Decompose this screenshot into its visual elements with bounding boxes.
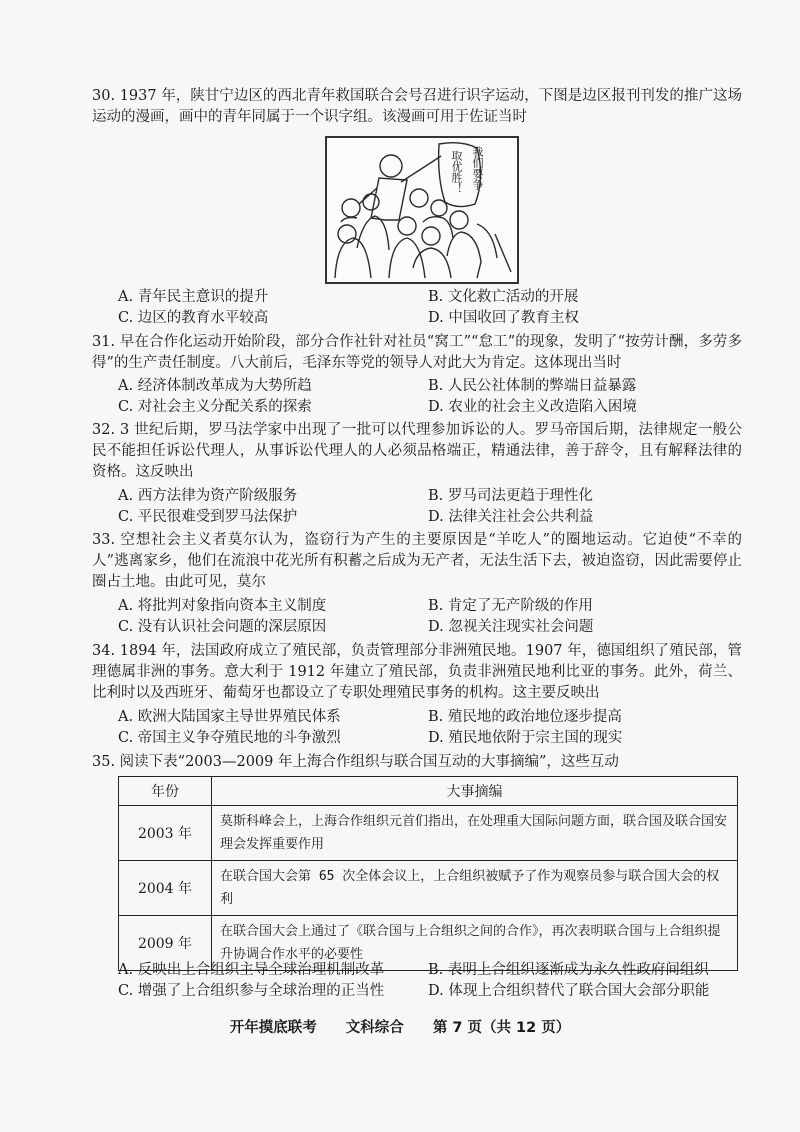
q33-option-a: A. 将批判对象指向资本主义制度	[118, 598, 327, 614]
q31-option-d: D. 农业的社会主义改造陷入困境	[428, 399, 637, 415]
question-30-stem: 30. 1937 年，陕甘宁边区的西北青年救国联合会号召进行识字运动，下图是边区报刊刊发的推广这场运动的漫画，画中的青年同属于一个识字组。该漫画可用于佐证当时	[92, 88, 742, 125]
q34-option-c: C. 帝国主义争夺殖民地的斗争激烈	[118, 730, 341, 746]
q30-option-b: B. 文化救亡活动的开展	[428, 289, 579, 305]
table-cell-year: 2004 年	[119, 861, 212, 916]
question-31-stem: 31. 早在合作化运动开始阶段，部分合作社针对社员“窝工”“怠工”的现象，发明了“按劳计酬，多劳多得”的生产责任制度。八大前后，毛泽东等党的领导人对此大为肯定。这体现出当时	[92, 334, 742, 371]
footer-page-number: 第 7 页（共 12 页）	[432, 1020, 571, 1036]
q32-option-a: A. 西方法律为资产阶级服务	[118, 488, 298, 504]
literacy-cartoon	[325, 136, 519, 284]
question-34-stem: 34. 1894 年，法国政府成立了殖民部，负责管理部分非洲殖民地。1907 年，德国组织了殖民部，管理德属非洲的事务。意大利于 1912 年建立了殖民部，负责非洲殖民地利比亚的事务。此外，荷兰、比利时以及西班牙、葡萄牙也都设立了专职处理殖民事务的机构。这主要反映出	[92, 643, 742, 701]
cartoon-caption-line1: 我们要争	[471, 146, 484, 190]
table-cell-event: 在联合国大会第 65 次全体会议上，上合组织被赋予了作为观察员参与联合国大会的权利	[212, 861, 738, 916]
q30-option-a: A. 青年民主意识的提升	[118, 289, 269, 305]
q35-option-b: B. 表明上合组织逐渐成为永久性政府间组织	[428, 962, 709, 978]
q33-option-d: D. 忽视关注现实社会问题	[428, 619, 594, 635]
question-30-options	[118, 287, 738, 329]
question-33-options	[118, 596, 738, 638]
table-header-year: 年份	[119, 777, 212, 806]
question-33-stem: 33. 空想社会主义者莫尔认为，盗窃行为产生的主要原因是“羊吃人”的圈地运动。它迫使“不幸的人”逃离家乡，他们在流浪中花光所有积蓄之后成为无产者，无法生活下去，被迫盗窃，因此需要停止圈占土地。由此可见，莫尔	[92, 532, 742, 590]
q35-option-a: A. 反映出上合组织主导全球治理机制改革	[118, 962, 385, 978]
q33-option-b: B. 肯定了无产阶级的作用	[428, 598, 593, 614]
question-34-options	[118, 707, 738, 749]
q32-option-c: C. 平民很难受到罗马法保护	[118, 509, 298, 525]
q34-option-d: D. 殖民地依附于宗主国的现实	[428, 730, 623, 746]
page-footer	[0, 1016, 800, 1037]
question-35-stem: 35. 阅读下表“2003—2009 年上海合作组织与联合国互动的大事摘编”，这些互动	[92, 754, 619, 770]
q30-option-c: C. 边区的教育水平较高	[118, 310, 269, 326]
question-32-stem: 32. 3 世纪后期，罗马法学家中出现了一批可以代理参加诉讼的人。罗马帝国后期，法律规定一般公民不能担任诉讼代理人，从事诉讼代理人的人必须品格端正，精通法律，善于辞令，且有解释法律的资格。这反映出	[92, 422, 742, 480]
q35-option-d: D. 体现上合组织替代了联合国大会部分职能	[428, 983, 710, 999]
table-cell-year: 2009 年	[119, 916, 212, 971]
table-cell-event: 莫斯科峰会上，上海合作组织元首们指出，在处理重大国际问题方面，联合国及联合国安理会发挥重要作用	[212, 806, 738, 861]
cartoon-caption-line2: 取优胜！	[450, 150, 463, 194]
footer-exam-name: 开年摸底联考	[229, 1020, 317, 1036]
question-35-options	[118, 960, 738, 1002]
footer-subject: 文科综合	[345, 1020, 404, 1036]
q31-option-a: A. 经济体制改革成为大势所趋	[118, 378, 312, 394]
table-header-row	[119, 777, 738, 806]
question-32-options	[118, 486, 738, 528]
table-cell-event: 在联合国大会上通过了《联合国与上合组织之间的合作》，再次表明联合国与上合组织提升协调合作水平的必要性	[212, 916, 738, 971]
q35-option-c: C. 增强了上合组织参与全球治理的正当性	[118, 983, 385, 999]
q32-option-b: B. 罗马司法更趋于理性化	[428, 488, 593, 504]
cartoon-drawing	[327, 138, 517, 282]
events-table	[118, 776, 738, 971]
table-row	[119, 861, 738, 916]
q31-option-c: C. 对社会主义分配关系的探索	[118, 399, 312, 415]
q34-option-a: A. 欧洲大陆国家主导世界殖民体系	[118, 709, 341, 725]
table-cell-year: 2003 年	[119, 806, 212, 861]
q34-option-b: B. 殖民地的政治地位逐步提高	[428, 709, 622, 725]
q33-option-c: C. 没有认识社会问题的深层原因	[118, 619, 327, 635]
question-31-options	[118, 376, 738, 418]
q30-option-d: D. 中国收回了教育主权	[428, 310, 579, 326]
q31-option-b: B. 人民公社体制的弊端日益暴露	[428, 378, 637, 394]
q32-option-d: D. 法律关注社会公共利益	[428, 509, 594, 525]
table-header-event: 大事摘编	[212, 777, 738, 806]
table-row	[119, 806, 738, 861]
